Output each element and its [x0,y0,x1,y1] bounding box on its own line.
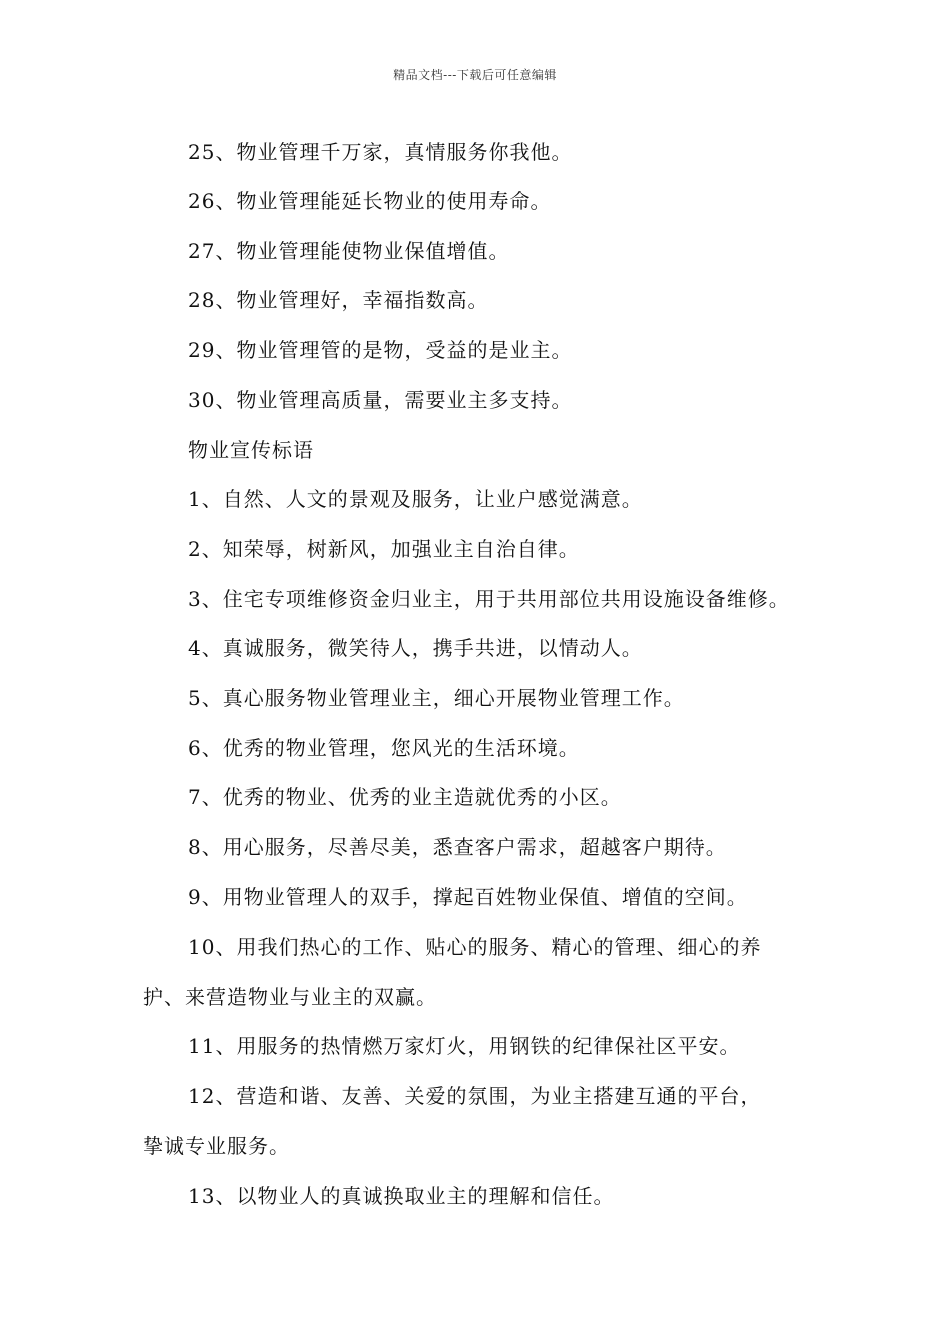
page-header: 精品文档---下载后可任意编辑 [393,68,557,82]
slogan-25: 25、物业管理千万家，真情服务你我他。 [188,140,573,164]
slogan-8: 8、用心服务，尽善尽美，悉查客户需求，超越客户期待。 [188,835,727,859]
slogan-27: 27、物业管理能使物业保值增值。 [188,239,510,263]
slogan-7: 7、优秀的物业、优秀的业主造就优秀的小区。 [188,785,622,809]
slogan-28: 28、物业管理好，幸福指数高。 [188,288,489,312]
slogan-2: 2、知荣辱，树新风，加强业主自治自律。 [188,537,580,561]
slogan-1: 1、自然、人文的景观及服务，让业户感觉满意。 [188,487,643,511]
slogan-30: 30、物业管理高质量，需要业主多支持。 [188,388,573,412]
section-heading: 物业宣传标语 [188,438,314,462]
slogan-5: 5、真心服务物业管理业主，细心开展物业管理工作。 [188,686,685,710]
slogan-13: 13、以物业人的真诚换取业主的理解和信任。 [188,1184,615,1208]
slogan-9: 9、用物业管理人的双手，撑起百姓物业保值、增值的空间。 [188,885,748,909]
slogan-12-line-1: 12、营造和谐、友善、关爱的氛围，为业主搭建互通的平台， [188,1084,762,1108]
slogan-11: 11、用服务的热情燃万家灯火，用钢铁的纪律保社区平安。 [188,1034,741,1058]
slogan-4: 4、真诚服务，微笑待人，携手共进，以情动人。 [188,636,643,660]
slogan-29: 29、物业管理管的是物，受益的是业主。 [188,338,573,362]
slogan-26: 26、物业管理能延长物业的使用寿命。 [188,189,552,213]
slogan-3: 3、住宅专项维修资金归业主，用于共用部位共用设施设备维修。 [188,587,790,611]
slogan-10-line-2: 护、来营造物业与业主的双赢。 [143,985,437,1009]
slogan-12-line-2: 挚诚专业服务。 [143,1134,290,1158]
slogan-6: 6、优秀的物业管理，您风光的生活环境。 [188,736,580,760]
slogan-10-line-1: 10、用我们热心的工作、贴心的服务、精心的管理、细心的养 [188,935,762,959]
